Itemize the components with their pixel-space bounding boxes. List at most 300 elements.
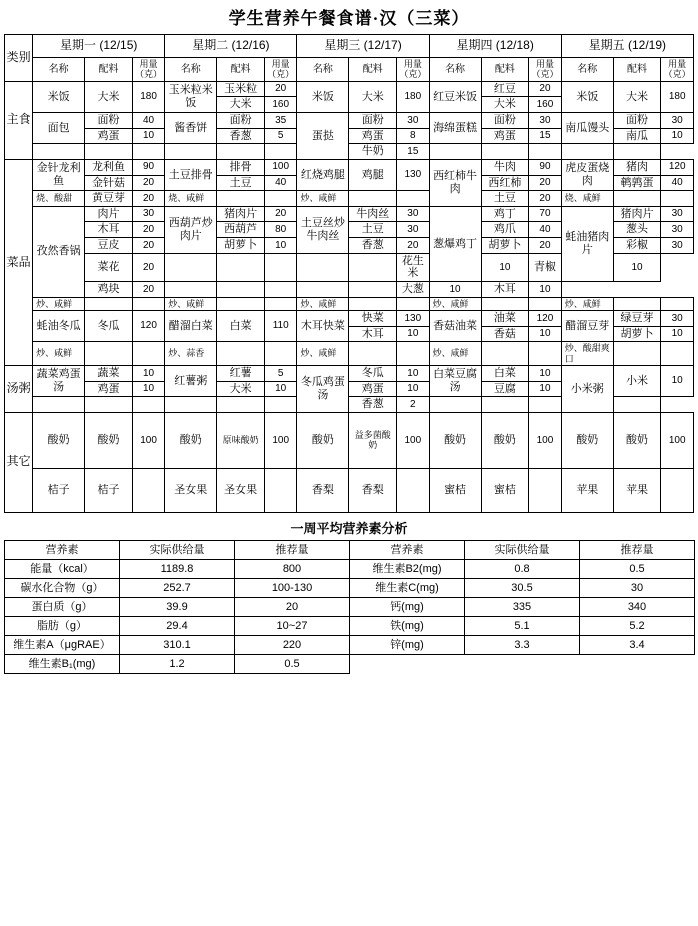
quantity: 90 xyxy=(132,159,165,175)
empty-cell xyxy=(165,282,217,298)
nutrient-name: 维生素C(mg) xyxy=(350,578,465,597)
empty-cell xyxy=(165,144,217,160)
empty-cell xyxy=(85,342,133,366)
ingredient: 木耳 xyxy=(85,222,133,238)
quantity: 20 xyxy=(132,253,165,281)
ingredient: 酸奶 xyxy=(85,412,133,468)
cooking-method-tag: 炒、咸鲜 xyxy=(297,342,349,366)
dish-name: 蚝油冬瓜 xyxy=(33,311,85,342)
dish-name: 葱爆鸡丁 xyxy=(429,206,481,281)
nutrient-name: 能量（kcal） xyxy=(5,559,120,578)
ingredient: 胡萝卜 xyxy=(613,326,661,342)
quantity: 10 xyxy=(397,326,430,342)
dish-name: 酸奶 xyxy=(165,412,217,468)
empty-cell xyxy=(217,297,265,310)
quantity: 5 xyxy=(264,128,297,144)
ingredient: 龙利鱼 xyxy=(85,159,133,175)
quantity xyxy=(397,468,430,512)
dish-name: 酸奶 xyxy=(561,412,613,468)
ingredient: 大米 xyxy=(613,81,661,112)
category-other: 其它 xyxy=(5,412,33,512)
cooking-method-tag: 炒、咸鲜 xyxy=(297,191,349,207)
ingredient: 猪肉 xyxy=(613,159,661,175)
quantity: 40 xyxy=(529,222,562,238)
quantity: 20 xyxy=(132,282,165,298)
dish-row-7 xyxy=(5,282,694,298)
nutrition-col-header: 实际供给量 xyxy=(465,540,580,559)
ingredient: 酸奶 xyxy=(613,412,661,468)
quantity: 120 xyxy=(132,311,165,342)
ingredient: 红豆 xyxy=(481,81,529,97)
dish-name: 红薯粥 xyxy=(165,365,217,396)
nutrient-name: 蛋白质（g） xyxy=(5,597,120,616)
sub-header-qty: 用量（克） xyxy=(661,58,694,82)
nutrient-recommended: 100-130 xyxy=(235,578,350,597)
dish-name: 米饭 xyxy=(561,81,613,112)
nutrient-actual: 1.2 xyxy=(120,654,235,673)
empty-cell xyxy=(429,144,481,160)
quantity: 40 xyxy=(661,175,694,191)
dish-name: 蔬菜鸡蛋汤 xyxy=(33,365,85,396)
quantity: 20 xyxy=(132,175,165,191)
ingredient: 大米 xyxy=(217,381,265,397)
header-row-sub xyxy=(5,58,694,82)
quantity: 10 xyxy=(132,381,165,397)
empty-cell xyxy=(580,654,695,673)
ingredient: 蜜桔 xyxy=(481,468,529,512)
category-staple: 主食 xyxy=(5,81,33,159)
empty-cell xyxy=(264,253,297,281)
nutrient-name: 锌(mg) xyxy=(350,635,465,654)
ingredient: 葱头 xyxy=(613,222,661,238)
quantity: 5 xyxy=(264,365,297,381)
dish-name: 米饭 xyxy=(297,81,349,112)
quantity: 10 xyxy=(529,381,562,397)
dish-name: 醋溜白菜 xyxy=(165,311,217,342)
ingredient: 花生米 xyxy=(397,253,430,281)
day-header-tue: 星期二 (12/16) xyxy=(165,35,297,58)
empty-cell xyxy=(132,342,165,366)
quantity: 20 xyxy=(132,238,165,254)
empty-cell xyxy=(661,342,694,366)
cooking-method-tag: 炒、咸鲜 xyxy=(297,297,349,310)
dish-name: 冬瓜鸡蛋汤 xyxy=(297,365,349,412)
nutrition-row xyxy=(5,654,695,673)
empty-cell xyxy=(529,397,562,413)
ingredient: 快菜 xyxy=(349,311,397,327)
cooking-method-tag: 炒、咸鲜 xyxy=(429,297,481,310)
quantity: 180 xyxy=(397,81,430,112)
ingredient: 益多菌酸奶 xyxy=(349,412,397,468)
quantity: 70 xyxy=(529,206,562,222)
quantity: 80 xyxy=(264,222,297,238)
sub-header-name: 名称 xyxy=(561,58,613,82)
nutrition-header-row xyxy=(5,540,695,559)
empty-cell xyxy=(132,144,165,160)
ingredient: 面粉 xyxy=(217,112,265,128)
ingredient: 冬瓜 xyxy=(349,365,397,381)
empty-cell xyxy=(85,297,133,310)
quantity: 30 xyxy=(661,112,694,128)
ingredient: 原味酸奶 xyxy=(217,412,265,468)
ingredient: 面粉 xyxy=(85,112,133,128)
nutrient-actual: 0.8 xyxy=(465,559,580,578)
quantity: 100 xyxy=(264,159,297,175)
dish-name: 香梨 xyxy=(297,468,349,512)
empty-cell xyxy=(264,191,297,207)
quantity: 10 xyxy=(481,253,529,281)
menu-table xyxy=(4,34,694,513)
nutrient-name: 维生素B₁(mg) xyxy=(5,654,120,673)
quantity: 130 xyxy=(397,159,430,190)
quantity: 10 xyxy=(264,238,297,254)
ingredient: 牛奶 xyxy=(349,144,397,160)
dish-name: 酸奶 xyxy=(33,412,85,468)
empty-cell xyxy=(661,191,694,207)
ingredient: 土豆 xyxy=(349,222,397,238)
nutrient-actual: 39.9 xyxy=(120,597,235,616)
quantity: 10 xyxy=(397,381,430,397)
dish-name: 南瓜馒头 xyxy=(561,112,613,143)
nutrient-recommended: 5.2 xyxy=(580,616,695,635)
ingredient: 冬瓜 xyxy=(85,311,133,342)
quantity: 180 xyxy=(132,81,165,112)
ingredient: 香葱 xyxy=(349,397,397,413)
empty-cell xyxy=(297,282,349,298)
quantity: 10 xyxy=(529,282,562,298)
nutrient-name: 铁(mg) xyxy=(350,616,465,635)
ingredient: 圣女果 xyxy=(217,468,265,512)
ingredient: 白菜 xyxy=(481,365,529,381)
other-row-1 xyxy=(5,412,694,468)
dish-name: 酸奶 xyxy=(297,412,349,468)
cooking-method-tag: 炒、酸甜爽口 xyxy=(561,342,613,366)
ingredient: 鸡蛋 xyxy=(85,381,133,397)
ingredient: 鸡蛋 xyxy=(349,381,397,397)
nutrition-col-header: 营养素 xyxy=(5,540,120,559)
header-row-days xyxy=(5,35,694,58)
cooking-method-tag: 炒、咸鲜 xyxy=(33,342,85,366)
ingredient: 猪肉片 xyxy=(613,206,661,222)
empty-cell xyxy=(349,342,397,366)
category-soup: 汤粥 xyxy=(5,365,33,412)
quantity: 20 xyxy=(132,222,165,238)
day-header-mon: 星期一 (12/15) xyxy=(33,35,165,58)
quantity: 100 xyxy=(264,412,297,468)
nutrient-actual: 30.5 xyxy=(465,578,580,597)
empty-cell xyxy=(349,191,397,207)
nutrition-row xyxy=(5,635,695,654)
nutrient-recommended: 30 xyxy=(580,578,695,597)
ingredient: 木耳 xyxy=(349,326,397,342)
quantity: 30 xyxy=(661,311,694,327)
quantity: 10 xyxy=(661,365,694,396)
dish-name: 小米粥 xyxy=(561,365,613,412)
empty-cell xyxy=(350,654,465,673)
cooking-method-tag: 炒、咸鲜 xyxy=(33,297,85,310)
ingredient: 玉米粒 xyxy=(217,81,265,97)
nutrient-recommended: 0.5 xyxy=(235,654,350,673)
dish-name: 海绵蛋糕 xyxy=(429,112,481,143)
sub-header-ing: 配料 xyxy=(613,58,661,82)
quantity: 30 xyxy=(397,112,430,128)
ingredient: 桔子 xyxy=(85,468,133,512)
dish-name: 虎皮蛋烧肉 xyxy=(561,159,613,190)
ingredient: 大米 xyxy=(217,97,265,113)
ingredient: 面粉 xyxy=(481,112,529,128)
empty-cell xyxy=(217,144,265,160)
cooking-method-tag: 烧、咸鲜 xyxy=(165,191,217,207)
nutrient-actual: 5.1 xyxy=(465,616,580,635)
sub-header-ing: 配料 xyxy=(217,58,265,82)
quantity: 20 xyxy=(529,238,562,254)
quantity: 30 xyxy=(661,222,694,238)
dish-row-3 xyxy=(5,206,694,222)
nutrient-actual: 335 xyxy=(465,597,580,616)
dish-name: 木耳快菜 xyxy=(297,311,349,342)
nutrition-row xyxy=(5,559,695,578)
nutrient-actual: 1189.8 xyxy=(120,559,235,578)
ingredient: 菜花 xyxy=(85,253,133,281)
empty-cell xyxy=(397,342,430,366)
quantity: 30 xyxy=(397,206,430,222)
ingredient: 黄豆芽 xyxy=(85,191,133,207)
empty-cell xyxy=(481,297,529,310)
category-header: 类别 xyxy=(5,35,33,82)
empty-cell xyxy=(397,191,430,207)
nutrition-row xyxy=(5,597,695,616)
cooking-method-tag: 炒、咸鲜 xyxy=(165,297,217,310)
dish-name: 西葫芦炒肉片 xyxy=(165,206,217,253)
empty-cell xyxy=(165,397,217,413)
quantity: 20 xyxy=(264,81,297,97)
ingredient: 肉片 xyxy=(85,206,133,222)
empty-cell xyxy=(33,397,85,413)
quantity: 10 xyxy=(132,128,165,144)
empty-cell xyxy=(132,297,165,310)
sub-header-name: 名称 xyxy=(165,58,217,82)
quantity: 15 xyxy=(397,144,430,160)
nutrient-name: 脂肪（g） xyxy=(5,616,120,635)
empty-cell xyxy=(165,253,217,281)
quantity: 100 xyxy=(529,412,562,468)
nutrition-col-header: 营养素 xyxy=(350,540,465,559)
nutrient-recommended: 220 xyxy=(235,635,350,654)
ingredient: 南瓜 xyxy=(613,128,661,144)
empty-cell xyxy=(529,342,562,366)
ingredient: 香葱 xyxy=(349,238,397,254)
quantity: 10 xyxy=(661,326,694,342)
nutrient-actual: 3.3 xyxy=(465,635,580,654)
ingredient: 大米 xyxy=(349,81,397,112)
dish-name: 米饭 xyxy=(33,81,85,112)
ingredient: 土豆 xyxy=(217,175,265,191)
empty-cell xyxy=(561,144,613,160)
ingredient: 鸡块 xyxy=(85,282,133,298)
nutrient-name: 碳水化合物（g） xyxy=(5,578,120,597)
category-dishes: 菜品 xyxy=(5,159,33,365)
empty-cell xyxy=(613,144,661,160)
sub-header-name: 名称 xyxy=(33,58,85,82)
staple-row-5 xyxy=(5,144,694,160)
quantity: 30 xyxy=(132,206,165,222)
quantity: 100 xyxy=(132,412,165,468)
dish-row-8 xyxy=(5,311,694,327)
dish-name: 桔子 xyxy=(33,468,85,512)
quantity: 30 xyxy=(397,222,430,238)
empty-cell xyxy=(297,253,349,281)
nutrition-table xyxy=(4,540,695,674)
nutrition-col-header: 推荐量 xyxy=(235,540,350,559)
ingredient: 猪肉片 xyxy=(217,206,265,222)
quantity: 30 xyxy=(529,112,562,128)
staple-row-3 xyxy=(5,112,694,128)
quantity: 8 xyxy=(397,128,430,144)
ingredient: 大米 xyxy=(85,81,133,112)
quantity: 160 xyxy=(264,97,297,113)
sub-header-qty: 用量（克） xyxy=(264,58,297,82)
ingredient: 鸡蛋 xyxy=(85,128,133,144)
dish-name: 红豆米饭 xyxy=(429,81,481,112)
empty-cell xyxy=(217,342,265,366)
ingredient: 胡萝卜 xyxy=(217,238,265,254)
dish-name: 白菜豆腐汤 xyxy=(429,365,481,396)
quantity: 10 xyxy=(397,365,430,381)
empty-cell xyxy=(613,297,661,310)
quantity: 30 xyxy=(661,238,694,254)
ingredient: 土豆 xyxy=(481,191,529,207)
ingredient: 西红柿 xyxy=(481,175,529,191)
sub-header-name: 名称 xyxy=(297,58,349,82)
empty-cell xyxy=(349,282,397,298)
nutrient-recommended: 10~27 xyxy=(235,616,350,635)
ingredient: 金针菇 xyxy=(85,175,133,191)
quantity: 35 xyxy=(264,112,297,128)
sub-header-qty: 用量（克） xyxy=(397,58,430,82)
empty-cell xyxy=(264,282,297,298)
empty-cell xyxy=(429,397,481,413)
quantity: 10 xyxy=(429,282,481,298)
ingredient: 胡萝卜 xyxy=(481,238,529,254)
dish-name: 酸奶 xyxy=(429,412,481,468)
quantity: 20 xyxy=(529,175,562,191)
day-header-wed: 星期三 (12/17) xyxy=(297,35,429,58)
quantity: 10 xyxy=(661,128,694,144)
ingredient: 小米 xyxy=(613,365,661,396)
empty-cell xyxy=(33,144,85,160)
ingredient: 鸡蛋 xyxy=(481,128,529,144)
nutrient-recommended: 3.4 xyxy=(580,635,695,654)
day-header-thu: 星期四 (12/18) xyxy=(429,35,561,58)
nutrient-recommended: 20 xyxy=(235,597,350,616)
empty-cell xyxy=(264,297,297,310)
sub-header-ing: 配料 xyxy=(85,58,133,82)
ingredient: 香菇 xyxy=(481,326,529,342)
ingredient: 苹果 xyxy=(613,468,661,512)
ingredient: 白菜 xyxy=(217,311,265,342)
empty-cell xyxy=(529,144,562,160)
dish-name: 蛋挞 xyxy=(297,112,349,159)
empty-cell xyxy=(217,282,265,298)
quantity: 40 xyxy=(264,175,297,191)
empty-cell xyxy=(217,397,265,413)
ingredient: 青椒 xyxy=(529,253,562,281)
ingredient: 鸡丁 xyxy=(481,206,529,222)
dish-name: 面包 xyxy=(33,112,85,143)
ingredient: 牛肉丝 xyxy=(349,206,397,222)
dish-row-tags-3 xyxy=(5,342,694,366)
quantity: 40 xyxy=(132,112,165,128)
empty-cell xyxy=(481,144,529,160)
ingredient: 豆腐 xyxy=(481,381,529,397)
ingredient: 木耳 xyxy=(481,282,529,298)
empty-cell xyxy=(661,297,694,310)
empty-cell xyxy=(217,253,265,281)
quantity xyxy=(132,468,165,512)
sub-header-ing: 配料 xyxy=(481,58,529,82)
empty-cell xyxy=(465,654,580,673)
ingredient: 排骨 xyxy=(217,159,265,175)
cooking-method-tag: 炒、咸鲜 xyxy=(561,297,613,310)
dish-name: 土豆排骨 xyxy=(165,159,217,190)
ingredient: 蔬菜 xyxy=(85,365,133,381)
quantity: 30 xyxy=(661,206,694,222)
empty-cell xyxy=(613,342,661,366)
empty-cell xyxy=(529,297,562,310)
ingredient: 牛肉 xyxy=(481,159,529,175)
dish-name: 红烧鸡腿 xyxy=(297,159,349,190)
quantity: 20 xyxy=(132,191,165,207)
ingredient: 酸奶 xyxy=(481,412,529,468)
empty-cell xyxy=(85,397,133,413)
ingredient: 油菜 xyxy=(481,311,529,327)
quantity: 10 xyxy=(529,326,562,342)
empty-cell xyxy=(217,191,265,207)
quantity: 160 xyxy=(529,97,562,113)
sub-header-ing: 配料 xyxy=(349,58,397,82)
soup-row-1 xyxy=(5,365,694,381)
quantity: 120 xyxy=(661,159,694,175)
staple-row-1 xyxy=(5,81,694,97)
dish-name: 孜然香锅 xyxy=(33,206,85,297)
dish-name: 金针龙利鱼 xyxy=(33,159,85,190)
nutrient-name: 维生素B2(mg) xyxy=(350,559,465,578)
dish-name: 土豆丝炒牛肉丝 xyxy=(297,206,349,253)
cooking-method-tag: 炒、咸鲜 xyxy=(429,342,481,366)
empty-cell xyxy=(613,191,661,207)
dish-name: 蜜桔 xyxy=(429,468,481,512)
ingredient: 面粉 xyxy=(613,112,661,128)
ingredient: 大米 xyxy=(481,97,529,113)
dish-name: 酱香饼 xyxy=(165,112,217,143)
empty-cell xyxy=(132,397,165,413)
sub-header-qty: 用量（克） xyxy=(529,58,562,82)
quantity: 180 xyxy=(661,81,694,112)
sub-header-name: 名称 xyxy=(429,58,481,82)
quantity: 100 xyxy=(661,412,694,468)
ingredient: 香葱 xyxy=(217,128,265,144)
sub-header-qty: 用量（克） xyxy=(132,58,165,82)
dish-row-tags-1 xyxy=(5,191,694,207)
quantity: 10 xyxy=(264,381,297,397)
dish-name: 醋溜豆芽 xyxy=(561,311,613,342)
dish-name: 苹果 xyxy=(561,468,613,512)
quantity: 20 xyxy=(397,238,430,254)
ingredient: 彩椒 xyxy=(613,238,661,254)
quantity: 10 xyxy=(132,365,165,381)
empty-cell xyxy=(349,253,397,281)
empty-cell xyxy=(481,397,529,413)
